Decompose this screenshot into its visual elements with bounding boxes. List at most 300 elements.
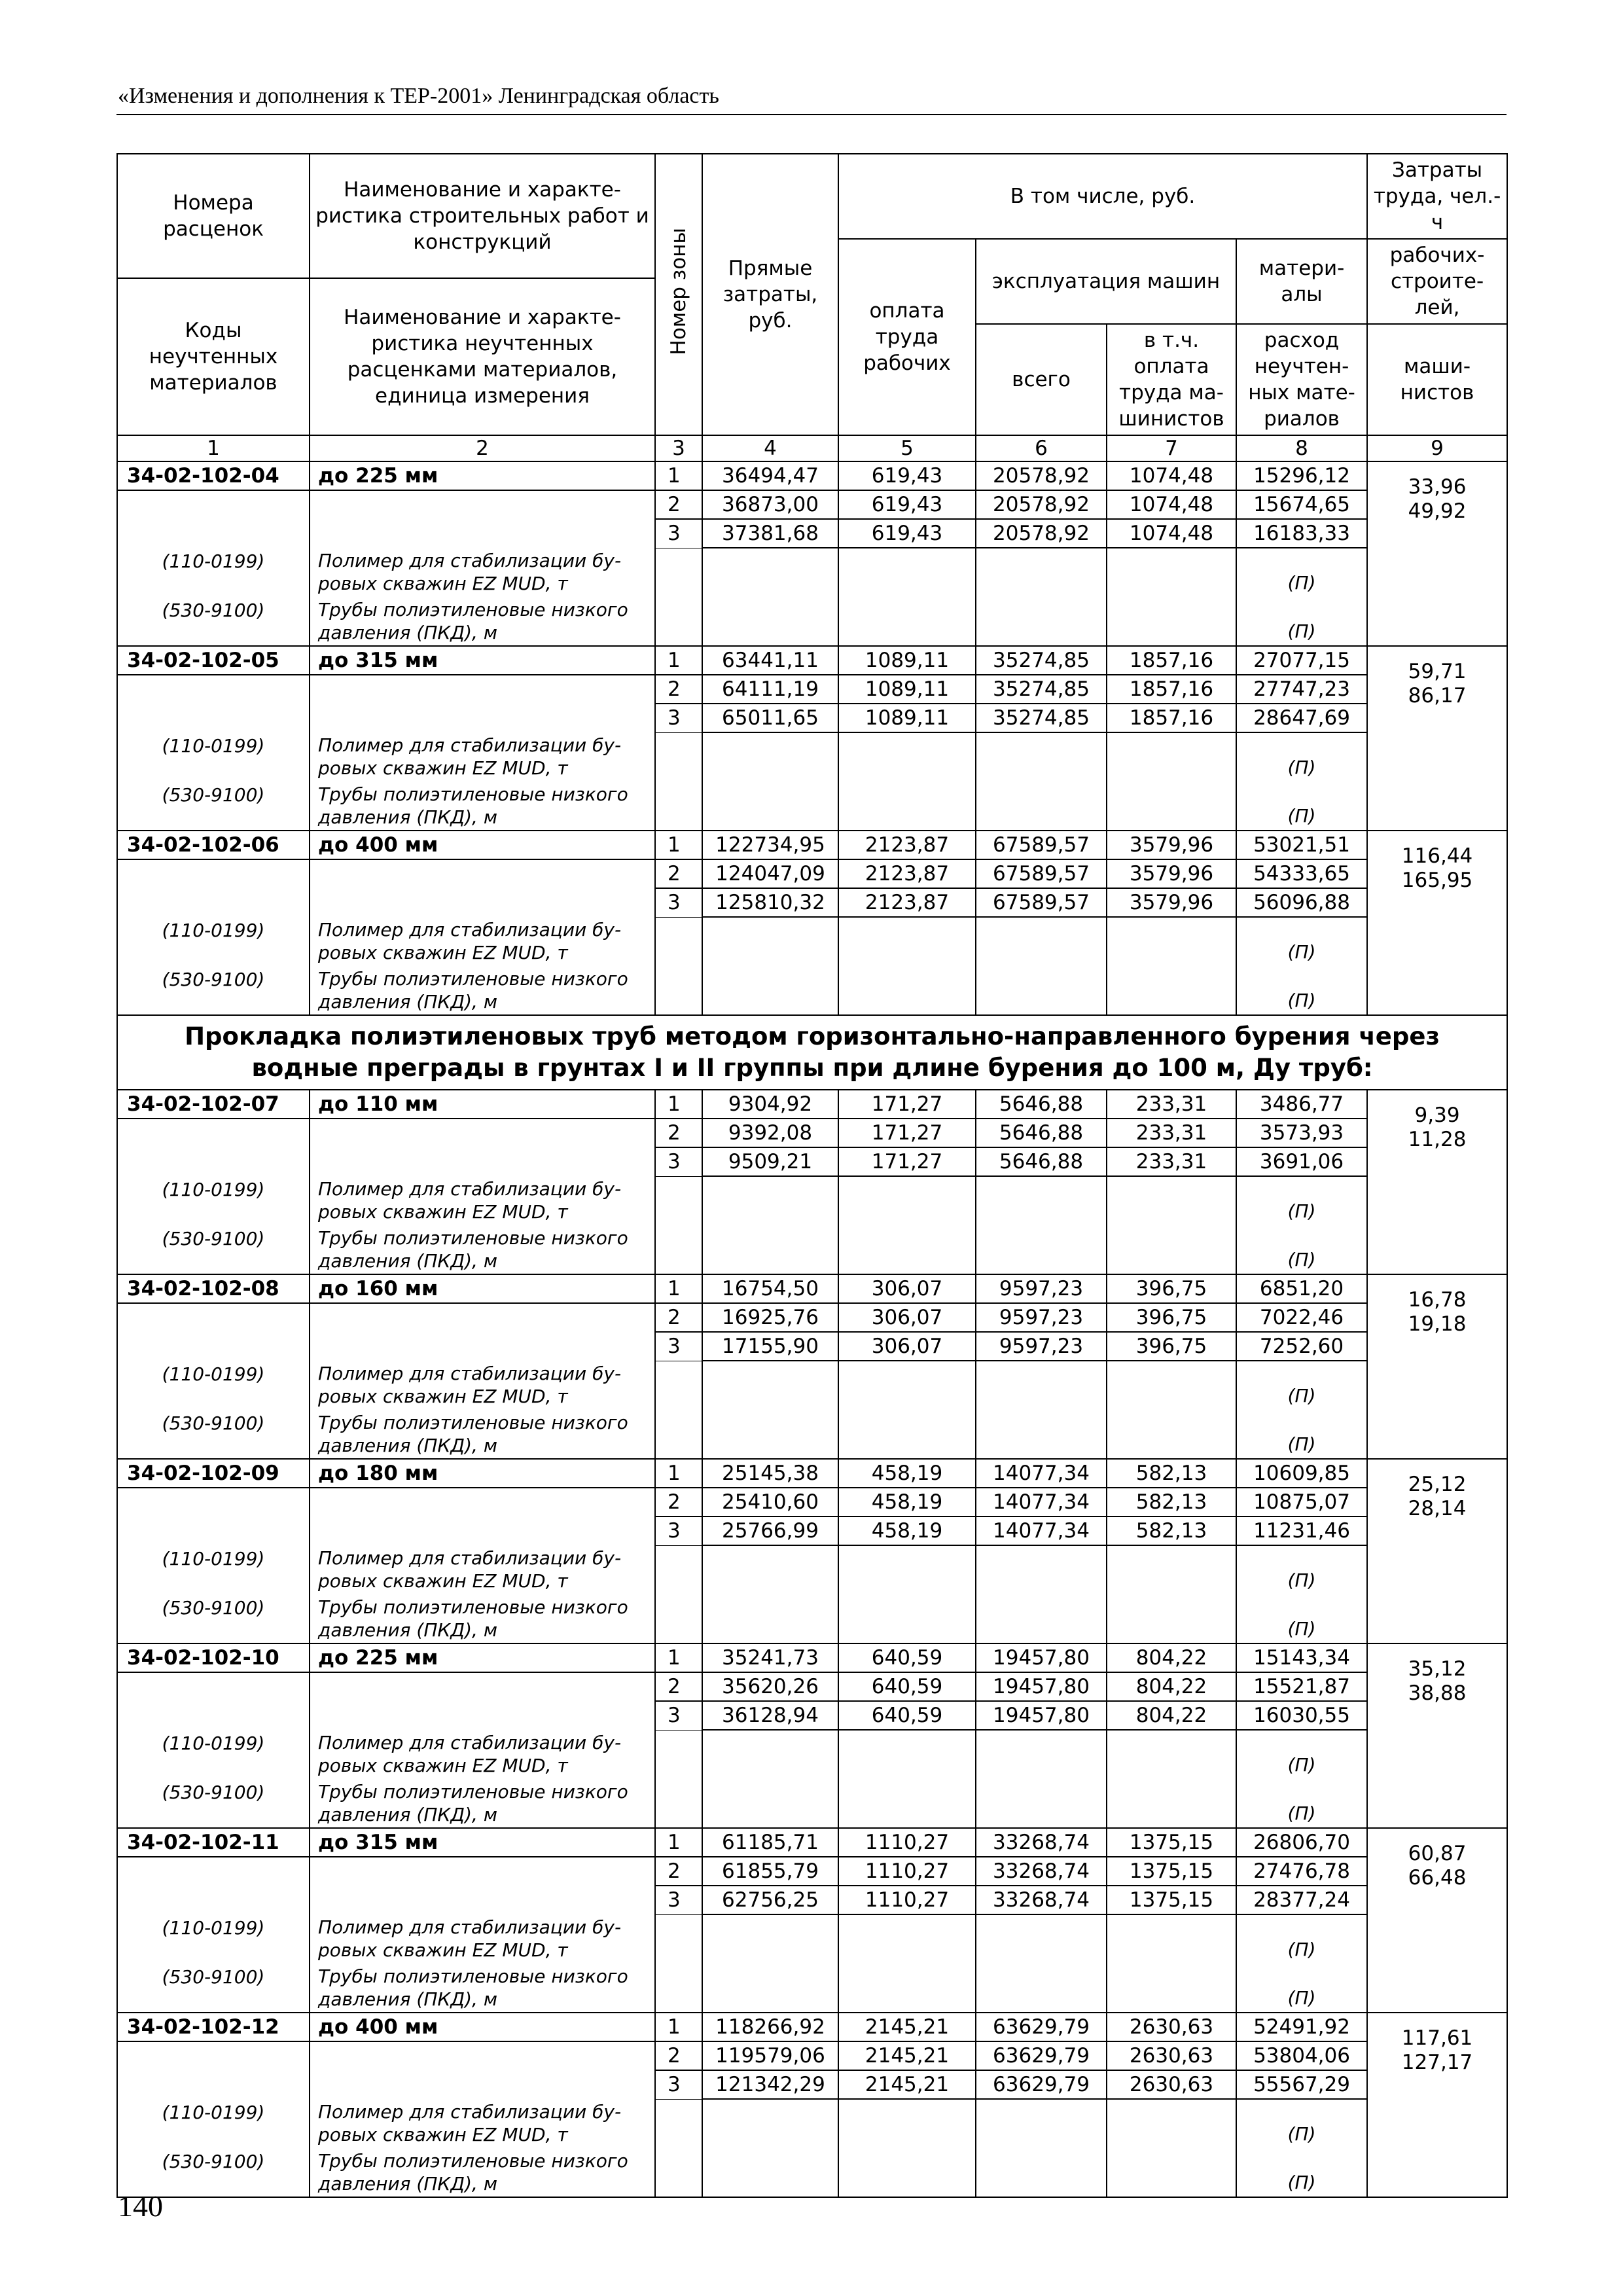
value-cell: 233,31 bbox=[1107, 1090, 1236, 1119]
empty-cell bbox=[1107, 1225, 1236, 1274]
value-cell: 3486,77 bbox=[1236, 1090, 1367, 1119]
empty-cell bbox=[976, 2099, 1107, 2148]
empty-cell bbox=[838, 1410, 976, 1459]
value-cell: 233,31 bbox=[1107, 1119, 1236, 1147]
value-cell: 25410,60 bbox=[702, 1488, 838, 1516]
empty-cell bbox=[310, 1701, 655, 1730]
material-row bbox=[117, 781, 1507, 831]
value-cell: 26806,70 bbox=[1236, 1828, 1367, 1857]
table-row bbox=[117, 519, 1507, 548]
zone-number: 1 bbox=[655, 1643, 702, 1672]
value-cell: 3691,06 bbox=[1236, 1147, 1367, 1176]
labor-costs bbox=[1367, 646, 1507, 831]
table-row bbox=[117, 2070, 1507, 2099]
column-number: 1 bbox=[117, 435, 310, 461]
empty-cell bbox=[117, 490, 310, 519]
labor-costs bbox=[1367, 461, 1507, 646]
header-work-name: Наименование и характе-ристика строительных работ и конструкций bbox=[310, 154, 655, 278]
empty-cell bbox=[655, 1779, 702, 1828]
empty-cell bbox=[655, 548, 702, 597]
empty-cell bbox=[838, 1964, 976, 2013]
value-cell: 2630,63 bbox=[1107, 2070, 1236, 2099]
rates-table bbox=[116, 153, 1508, 2198]
value-cell: 9597,23 bbox=[976, 1274, 1107, 1303]
empty-cell bbox=[976, 1176, 1107, 1225]
value-cell: 2145,21 bbox=[838, 2041, 976, 2070]
zone-number: 2 bbox=[655, 675, 702, 704]
rate-code: 34-02-102-05 bbox=[117, 646, 310, 675]
value-cell: 20578,92 bbox=[976, 461, 1107, 490]
empty-cell bbox=[310, 2041, 655, 2070]
work-name: до 400 мм bbox=[310, 831, 655, 859]
material-mark: (П) bbox=[1236, 2148, 1367, 2197]
material-code: (530-9100) bbox=[117, 966, 310, 1015]
value-cell: 2123,87 bbox=[838, 859, 976, 888]
table-row bbox=[117, 461, 1507, 490]
material-row bbox=[117, 1225, 1507, 1274]
value-cell: 35274,85 bbox=[976, 675, 1107, 704]
empty-cell bbox=[310, 675, 655, 704]
empty-cell bbox=[702, 966, 838, 1015]
zone-number: 1 bbox=[655, 461, 702, 490]
value-cell: 19457,80 bbox=[976, 1672, 1107, 1701]
empty-cell bbox=[310, 1857, 655, 1886]
value-cell: 306,07 bbox=[838, 1332, 976, 1361]
value-cell: 11231,46 bbox=[1236, 1516, 1367, 1545]
value-cell: 125810,32 bbox=[702, 888, 838, 917]
material-code: (530-9100) bbox=[117, 1964, 310, 2013]
value-cell: 582,13 bbox=[1107, 1516, 1236, 1545]
empty-cell bbox=[838, 917, 976, 966]
empty-cell bbox=[838, 1914, 976, 1964]
value-cell: 1110,27 bbox=[838, 1886, 976, 1914]
labor-workers-value: 60,87 bbox=[1408, 1842, 1467, 1865]
header-zone-number: Номер зоны bbox=[655, 154, 702, 435]
rate-code: 34-02-102-06 bbox=[117, 831, 310, 859]
value-cell: 27077,15 bbox=[1236, 646, 1367, 675]
empty-cell bbox=[976, 1594, 1107, 1643]
zone-number: 1 bbox=[655, 2013, 702, 2041]
labor-workers-value: 33,96 bbox=[1408, 475, 1467, 499]
value-cell: 15521,87 bbox=[1236, 1672, 1367, 1701]
zone-number: 2 bbox=[655, 1857, 702, 1886]
material-mark: (П) bbox=[1236, 917, 1367, 966]
work-name: до 225 мм bbox=[310, 461, 655, 490]
value-cell: 122734,95 bbox=[702, 831, 838, 859]
header-rate-numbers: Номера расценок bbox=[117, 154, 310, 278]
value-cell: 171,27 bbox=[838, 1119, 976, 1147]
value-cell: 36873,00 bbox=[702, 490, 838, 519]
rate-code: 34-02-102-04 bbox=[117, 461, 310, 490]
empty-cell bbox=[117, 1332, 310, 1361]
zone-number: 1 bbox=[655, 1828, 702, 1857]
empty-cell bbox=[838, 1779, 976, 1828]
value-cell: 10609,85 bbox=[1236, 1459, 1367, 1488]
table-row bbox=[117, 1488, 1507, 1516]
material-name: Трубы полиэтиленовые низкого давления (ПКД), м bbox=[310, 2148, 655, 2197]
material-row bbox=[117, 917, 1507, 966]
material-mark: (П) bbox=[1236, 1730, 1367, 1779]
material-code: (110-0199) bbox=[117, 732, 310, 781]
value-cell: 804,22 bbox=[1107, 1643, 1236, 1672]
header-labor-costs: Затраты труда, чел.-ч bbox=[1367, 154, 1507, 239]
value-cell: 36494,47 bbox=[702, 461, 838, 490]
table-row bbox=[117, 1147, 1507, 1176]
empty-cell bbox=[976, 1779, 1107, 1828]
zone-number: 1 bbox=[655, 1090, 702, 1119]
rate-code: 34-02-102-09 bbox=[117, 1459, 310, 1488]
value-cell: 62756,25 bbox=[702, 1886, 838, 1914]
material-row bbox=[117, 966, 1507, 1015]
empty-cell bbox=[976, 1914, 1107, 1964]
value-cell: 33268,74 bbox=[976, 1828, 1107, 1857]
empty-cell bbox=[1107, 1361, 1236, 1410]
empty-cell bbox=[310, 1119, 655, 1147]
value-cell: 67589,57 bbox=[976, 831, 1107, 859]
empty-cell bbox=[310, 1332, 655, 1361]
work-name: до 180 мм bbox=[310, 1459, 655, 1488]
material-code: (110-0199) bbox=[117, 2099, 310, 2148]
header-machines-total: всего bbox=[976, 324, 1107, 435]
value-cell: 396,75 bbox=[1107, 1274, 1236, 1303]
value-cell: 5646,88 bbox=[976, 1090, 1107, 1119]
table-row bbox=[117, 704, 1507, 732]
empty-cell bbox=[976, 1410, 1107, 1459]
empty-cell bbox=[702, 732, 838, 781]
material-row bbox=[117, 548, 1507, 597]
material-code: (110-0199) bbox=[117, 1361, 310, 1410]
value-cell: 27747,23 bbox=[1236, 675, 1367, 704]
value-cell: 582,13 bbox=[1107, 1488, 1236, 1516]
labor-machinists-value: 66,48 bbox=[1408, 1866, 1467, 1890]
value-cell: 35274,85 bbox=[976, 646, 1107, 675]
empty-cell bbox=[702, 1176, 838, 1225]
material-code: (110-0199) bbox=[117, 1914, 310, 1964]
value-cell: 3573,93 bbox=[1236, 1119, 1367, 1147]
zone-number: 3 bbox=[655, 1701, 702, 1730]
material-row bbox=[117, 1964, 1507, 2013]
zone-number: 3 bbox=[655, 1516, 702, 1545]
material-row bbox=[117, 1594, 1507, 1643]
value-cell: 9392,08 bbox=[702, 1119, 838, 1147]
empty-cell bbox=[702, 1964, 838, 2013]
labor-workers-value: 16,78 bbox=[1408, 1288, 1467, 1312]
value-cell: 54333,65 bbox=[1236, 859, 1367, 888]
value-cell: 15296,12 bbox=[1236, 461, 1367, 490]
value-cell: 14077,34 bbox=[976, 1516, 1107, 1545]
table-row bbox=[117, 888, 1507, 917]
header-materials: матери-алы bbox=[1236, 239, 1367, 324]
material-row bbox=[117, 1730, 1507, 1779]
zone-number: 2 bbox=[655, 1119, 702, 1147]
empty-cell bbox=[117, 859, 310, 888]
empty-cell bbox=[838, 1545, 976, 1594]
header-material-names: Наименование и характе-ристика неучтенных расценками материалов, единица измерения bbox=[310, 278, 655, 435]
empty-cell bbox=[702, 1594, 838, 1643]
empty-cell bbox=[976, 1361, 1107, 1410]
material-mark: (П) bbox=[1236, 966, 1367, 1015]
value-cell: 640,59 bbox=[838, 1672, 976, 1701]
value-cell: 1074,48 bbox=[1107, 519, 1236, 548]
value-cell: 640,59 bbox=[838, 1701, 976, 1730]
empty-cell bbox=[1107, 1176, 1236, 1225]
labor-machinists-value: 19,18 bbox=[1408, 1312, 1467, 1336]
empty-cell bbox=[838, 1176, 976, 1225]
empty-cell bbox=[655, 1410, 702, 1459]
material-code: (530-9100) bbox=[117, 1594, 310, 1643]
material-mark: (П) bbox=[1236, 1779, 1367, 1828]
value-cell: 1089,11 bbox=[838, 704, 976, 732]
empty-cell bbox=[702, 2148, 838, 2197]
zone-number: 2 bbox=[655, 859, 702, 888]
value-cell: 35274,85 bbox=[976, 704, 1107, 732]
empty-cell bbox=[117, 1147, 310, 1176]
labor-costs bbox=[1367, 1643, 1507, 1828]
value-cell: 582,13 bbox=[1107, 1459, 1236, 1488]
value-cell: 306,07 bbox=[838, 1274, 976, 1303]
labor-machinists-value: 165,95 bbox=[1401, 869, 1473, 892]
value-cell: 171,27 bbox=[838, 1147, 976, 1176]
value-cell: 2123,87 bbox=[838, 888, 976, 917]
table-row bbox=[117, 1119, 1507, 1147]
table-row bbox=[117, 1701, 1507, 1730]
empty-cell bbox=[310, 1488, 655, 1516]
value-cell: 63629,79 bbox=[976, 2070, 1107, 2099]
column-number: 8 bbox=[1236, 435, 1367, 461]
zone-number: 1 bbox=[655, 831, 702, 859]
value-cell: 5646,88 bbox=[976, 1119, 1107, 1147]
work-name: до 400 мм bbox=[310, 2013, 655, 2041]
value-cell: 20578,92 bbox=[976, 519, 1107, 548]
empty-cell bbox=[976, 1964, 1107, 2013]
empty-cell bbox=[976, 917, 1107, 966]
empty-cell bbox=[117, 2070, 310, 2099]
empty-cell bbox=[117, 1303, 310, 1332]
value-cell: 16754,50 bbox=[702, 1274, 838, 1303]
value-cell: 1089,11 bbox=[838, 646, 976, 675]
value-cell: 118266,92 bbox=[702, 2013, 838, 2041]
empty-cell bbox=[117, 1516, 310, 1545]
labor-costs bbox=[1367, 1274, 1507, 1459]
value-cell: 1857,16 bbox=[1107, 646, 1236, 675]
value-cell: 2630,63 bbox=[1107, 2041, 1236, 2070]
zone-number: 3 bbox=[655, 704, 702, 732]
value-cell: 9597,23 bbox=[976, 1332, 1107, 1361]
empty-cell bbox=[976, 1545, 1107, 1594]
work-name: до 110 мм bbox=[310, 1090, 655, 1119]
value-cell: 2145,21 bbox=[838, 2070, 976, 2099]
empty-cell bbox=[1107, 732, 1236, 781]
material-row bbox=[117, 1779, 1507, 1828]
value-cell: 6851,20 bbox=[1236, 1274, 1367, 1303]
material-code: (530-9100) bbox=[117, 1779, 310, 1828]
empty-cell bbox=[838, 548, 976, 597]
empty-cell bbox=[702, 1225, 838, 1274]
empty-cell bbox=[117, 519, 310, 548]
material-mark: (П) bbox=[1236, 1361, 1367, 1410]
material-code: (110-0199) bbox=[117, 1730, 310, 1779]
empty-cell bbox=[838, 2099, 976, 2148]
work-name: до 160 мм bbox=[310, 1274, 655, 1303]
empty-cell bbox=[310, 519, 655, 548]
empty-cell bbox=[1107, 1730, 1236, 1779]
value-cell: 35620,26 bbox=[702, 1672, 838, 1701]
empty-cell bbox=[1107, 1914, 1236, 1964]
value-cell: 9597,23 bbox=[976, 1303, 1107, 1332]
header-labor-workers: рабочих-строите-лей, bbox=[1367, 239, 1507, 324]
empty-cell bbox=[838, 732, 976, 781]
material-name: Полимер для стабилизации бу-ровых скважин EZ MUD, т bbox=[310, 1545, 655, 1594]
rate-code: 34-02-102-07 bbox=[117, 1090, 310, 1119]
material-mark: (П) bbox=[1236, 1914, 1367, 1964]
empty-cell bbox=[310, 859, 655, 888]
empty-cell bbox=[117, 888, 310, 917]
empty-cell bbox=[117, 2041, 310, 2070]
material-code: (110-0199) bbox=[117, 1545, 310, 1594]
column-numbers-row bbox=[117, 435, 1507, 461]
empty-cell bbox=[838, 1594, 976, 1643]
value-cell: 63629,79 bbox=[976, 2013, 1107, 2041]
value-cell: 16925,76 bbox=[702, 1303, 838, 1332]
material-name: Трубы полиэтиленовые низкого давления (ПКД), м bbox=[310, 1225, 655, 1274]
material-name: Полимер для стабилизации бу-ровых скважин EZ MUD, т bbox=[310, 917, 655, 966]
empty-cell bbox=[310, 1147, 655, 1176]
value-cell: 1375,15 bbox=[1107, 1828, 1236, 1857]
value-cell: 15674,65 bbox=[1236, 490, 1367, 519]
table-row bbox=[117, 1459, 1507, 1488]
value-cell: 35241,73 bbox=[702, 1643, 838, 1672]
labor-workers-value: 35,12 bbox=[1408, 1657, 1467, 1681]
zone-number: 3 bbox=[655, 2070, 702, 2099]
value-cell: 640,59 bbox=[838, 1643, 976, 1672]
empty-cell bbox=[838, 781, 976, 831]
value-cell: 124047,09 bbox=[702, 859, 838, 888]
empty-cell bbox=[655, 597, 702, 646]
material-name: Полимер для стабилизации бу-ровых скважин EZ MUD, т bbox=[310, 1914, 655, 1964]
header-machines: эксплуатация машин bbox=[976, 239, 1236, 324]
value-cell: 52491,92 bbox=[1236, 2013, 1367, 2041]
value-cell: 458,19 bbox=[838, 1516, 976, 1545]
zone-number: 3 bbox=[655, 1886, 702, 1914]
value-cell: 233,31 bbox=[1107, 1147, 1236, 1176]
empty-cell bbox=[310, 1516, 655, 1545]
value-cell: 19457,80 bbox=[976, 1701, 1107, 1730]
table-row bbox=[117, 1332, 1507, 1361]
table-row bbox=[117, 2041, 1507, 2070]
value-cell: 458,19 bbox=[838, 1488, 976, 1516]
labor-workers-value: 9,39 bbox=[1414, 1103, 1460, 1127]
value-cell: 2145,21 bbox=[838, 2013, 976, 2041]
labor-costs bbox=[1367, 831, 1507, 1015]
empty-cell bbox=[310, 1303, 655, 1332]
empty-cell bbox=[117, 1488, 310, 1516]
material-mark: (П) bbox=[1236, 732, 1367, 781]
value-cell: 171,27 bbox=[838, 1090, 976, 1119]
material-row bbox=[117, 2148, 1507, 2197]
empty-cell bbox=[702, 1730, 838, 1779]
empty-cell bbox=[976, 1225, 1107, 1274]
empty-cell bbox=[702, 1410, 838, 1459]
header-machinist-wages: в т.ч. оплата труда ма-шинистов bbox=[1107, 324, 1236, 435]
material-code: (530-9100) bbox=[117, 1225, 310, 1274]
value-cell: 396,75 bbox=[1107, 1303, 1236, 1332]
zone-number: 1 bbox=[655, 646, 702, 675]
zone-number: 3 bbox=[655, 888, 702, 917]
empty-cell bbox=[655, 2099, 702, 2148]
value-cell: 396,75 bbox=[1107, 1332, 1236, 1361]
empty-cell bbox=[655, 1545, 702, 1594]
value-cell: 55567,29 bbox=[1236, 2070, 1367, 2099]
column-number: 6 bbox=[976, 435, 1107, 461]
material-name: Полимер для стабилизации бу-ровых скважин EZ MUD, т bbox=[310, 732, 655, 781]
column-number: 7 bbox=[1107, 435, 1236, 461]
material-mark: (П) bbox=[1236, 1176, 1367, 1225]
value-cell: 3579,96 bbox=[1107, 831, 1236, 859]
empty-cell bbox=[976, 597, 1107, 646]
value-cell: 37381,68 bbox=[702, 519, 838, 548]
page-number: 140 bbox=[118, 2189, 163, 2223]
labor-costs bbox=[1367, 1090, 1507, 1274]
value-cell: 63629,79 bbox=[976, 2041, 1107, 2070]
material-code: (110-0199) bbox=[117, 1176, 310, 1225]
empty-cell bbox=[117, 1886, 310, 1914]
labor-machinists-value: 28,14 bbox=[1408, 1497, 1467, 1520]
zone-number: 1 bbox=[655, 1459, 702, 1488]
empty-cell bbox=[838, 2148, 976, 2197]
empty-cell bbox=[702, 1914, 838, 1964]
empty-cell bbox=[655, 2148, 702, 2197]
empty-cell bbox=[117, 1857, 310, 1886]
material-row bbox=[117, 1914, 1507, 1964]
empty-cell bbox=[1107, 2099, 1236, 2148]
value-cell: 804,22 bbox=[1107, 1672, 1236, 1701]
empty-cell bbox=[976, 2148, 1107, 2197]
value-cell: 2630,63 bbox=[1107, 2013, 1236, 2041]
value-cell: 36128,94 bbox=[702, 1701, 838, 1730]
empty-cell bbox=[655, 1914, 702, 1964]
labor-workers-value: 25,12 bbox=[1408, 1473, 1467, 1496]
material-row bbox=[117, 597, 1507, 646]
rate-code: 34-02-102-10 bbox=[117, 1643, 310, 1672]
material-name: Полимер для стабилизации бу-ровых скважин EZ MUD, т bbox=[310, 1361, 655, 1410]
empty-cell bbox=[310, 888, 655, 917]
rate-code: 34-02-102-12 bbox=[117, 2013, 310, 2041]
empty-cell bbox=[976, 1730, 1107, 1779]
value-cell: 804,22 bbox=[1107, 1701, 1236, 1730]
material-code: (530-9100) bbox=[117, 2148, 310, 2197]
value-cell: 67589,57 bbox=[976, 888, 1107, 917]
empty-cell bbox=[117, 704, 310, 732]
table-row bbox=[117, 1274, 1507, 1303]
empty-cell bbox=[976, 966, 1107, 1015]
material-name: Трубы полиэтиленовые низкого давления (ПКД), м bbox=[310, 1410, 655, 1459]
material-mark: (П) bbox=[1236, 1594, 1367, 1643]
table-row bbox=[117, 2013, 1507, 2041]
empty-cell bbox=[702, 597, 838, 646]
value-cell: 7022,46 bbox=[1236, 1303, 1367, 1332]
table-row bbox=[117, 1303, 1507, 1332]
value-cell: 33268,74 bbox=[976, 1886, 1107, 1914]
value-cell: 619,43 bbox=[838, 519, 976, 548]
value-cell: 14077,34 bbox=[976, 1488, 1107, 1516]
header-unaccounted-materials: расход неучтен-ных мате-риалов bbox=[1236, 324, 1367, 435]
labor-machinists-value: 38,88 bbox=[1408, 1681, 1467, 1705]
value-cell: 119579,06 bbox=[702, 2041, 838, 2070]
material-name: Полимер для стабилизации бу-ровых скважин EZ MUD, т bbox=[310, 1176, 655, 1225]
value-cell: 1857,16 bbox=[1107, 675, 1236, 704]
rate-code: 34-02-102-11 bbox=[117, 1828, 310, 1857]
empty-cell bbox=[310, 490, 655, 519]
